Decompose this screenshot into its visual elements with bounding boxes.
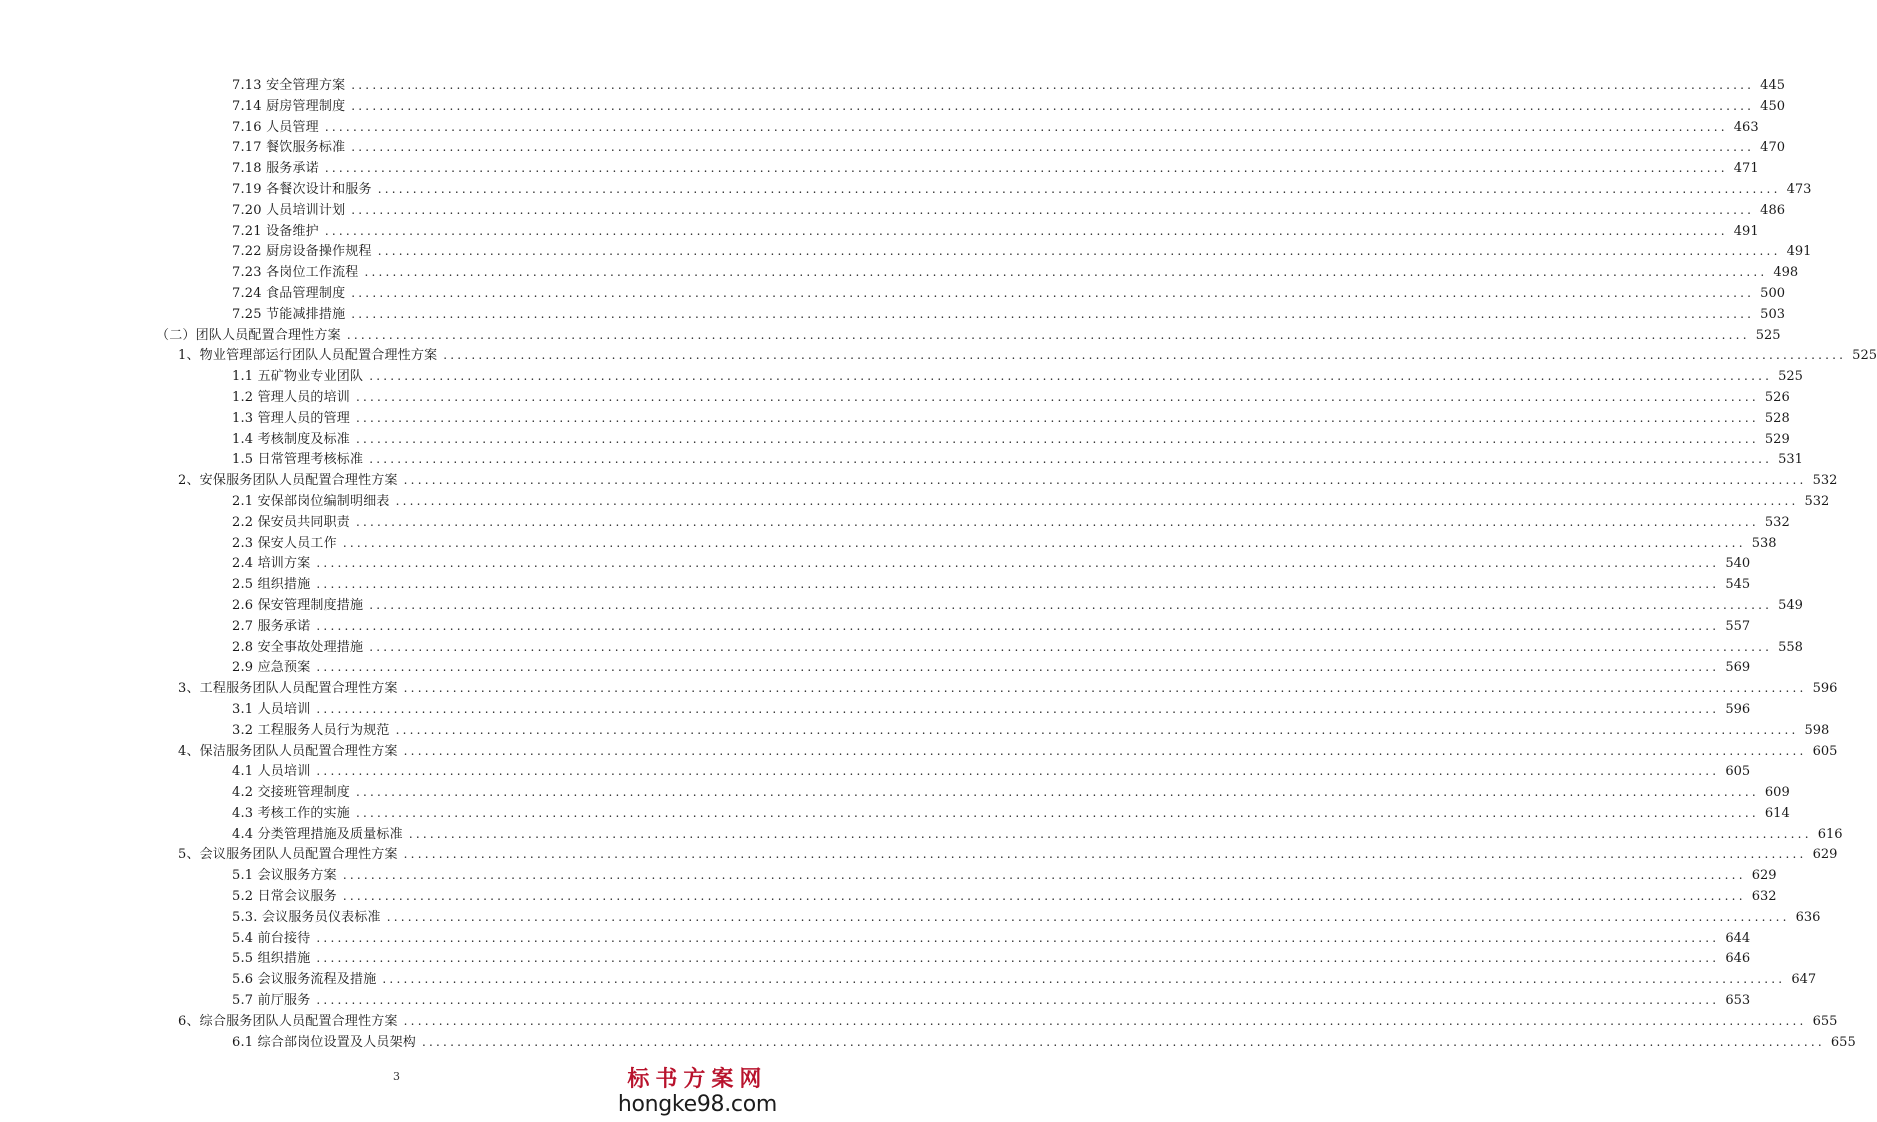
toc-entry-page: 549 [1778, 597, 1803, 613]
toc-entry-page: 609 [1764, 785, 1790, 801]
toc-entry-page: 557 [1725, 618, 1751, 634]
toc-entry-page: 525 [1852, 348, 1877, 364]
toc-dot-leader: ........................................................................................................................................................................................................ [316, 764, 1720, 779]
watermark-url: hongke98.com [617, 1092, 777, 1117]
toc-entry-title: 2.6 保安管理制度措施 [232, 597, 364, 613]
toc-entry-page: 528 [1764, 410, 1790, 426]
toc-entry[interactable] [0, 512, 1790, 533]
toc-entry-page: 471 [1733, 161, 1759, 177]
toc-dot-leader: ........................................................................................................................................................................................................ [316, 618, 1720, 633]
toc-entry[interactable] [0, 429, 1790, 450]
toc-dot-leader: ........................................................................................................................................................................................................ [342, 535, 1746, 550]
toc-entry[interactable] [0, 637, 1803, 658]
toc-entry[interactable] [0, 262, 1799, 283]
toc-entry-title: 7.19 各餐次设计和服务 [232, 181, 372, 197]
toc-entry-title: 2.2 保安员共同职责 [232, 514, 351, 530]
toc-entry-page: 632 [1751, 889, 1777, 905]
toc-entry[interactable] [0, 533, 1777, 554]
toc-dot-leader: ........................................................................................................................................................................................................ [386, 909, 1790, 924]
toc-dot-leader: ........................................................................................................................................................................................................ [324, 161, 1728, 176]
toc-entry-page: 655 [1830, 1034, 1856, 1050]
toc-entry-page: 629 [1751, 868, 1777, 884]
toc-entry[interactable] [0, 657, 1751, 678]
toc-dot-leader: ........................................................................................................................................................................................................ [377, 181, 1781, 196]
toc-entry-title: 2、安保服务团队人员配置合理性方案 [178, 473, 398, 489]
toc-dot-leader: ........................................................................................................................................................................................................ [364, 265, 1768, 280]
toc-entry-page: 644 [1725, 930, 1751, 946]
toc-entry-title: 2.5 组织措施 [232, 577, 311, 593]
toc-entry-page: 646 [1725, 951, 1751, 967]
toc-dot-leader: ........................................................................................................................................................................................................ [351, 140, 1755, 155]
toc-dot-leader: ........................................................................................................................................................................................................ [351, 98, 1755, 113]
toc-entry-title: 5.6 会议服务流程及措施 [232, 972, 377, 988]
toc-entry-page: 491 [1786, 244, 1812, 260]
toc-dot-leader: ........................................................................................................................................................................................................ [395, 493, 1799, 508]
toc-entry-page: 463 [1733, 119, 1759, 135]
toc-entry[interactable] [0, 283, 1785, 304]
toc-entry-page: 529 [1764, 431, 1790, 447]
toc-entry-page: 525 [1755, 327, 1781, 343]
toc-entry-title: 4.3 考核工作的实施 [232, 805, 351, 821]
toc-entry[interactable] [0, 325, 1781, 346]
watermark-title: 标书方案网 [627, 1066, 768, 1092]
toc-entry[interactable] [0, 366, 1803, 387]
toc-entry[interactable] [0, 761, 1751, 782]
toc-entry[interactable] [0, 720, 1830, 741]
toc-dot-leader: ........................................................................................................................................................................................................ [316, 660, 1720, 675]
toc-entry-page: 616 [1817, 826, 1843, 842]
toc-dot-leader: ........................................................................................................................................................................................................ [369, 597, 1773, 612]
toc-entry-page: 532 [1804, 493, 1830, 509]
toc-entry[interactable] [0, 96, 1785, 117]
toc-entry-title: 7.13 安全管理方案 [232, 78, 346, 93]
toc-dot-leader: ........................................................................................................................................................................................................ [351, 285, 1755, 300]
toc-entry[interactable] [0, 699, 1751, 720]
toc-entry[interactable] [0, 844, 1838, 865]
toc-entry-title: 3、工程服务团队人员配置合理性方案 [178, 681, 398, 697]
toc-entry-title: 3.1 人员培训 [232, 701, 311, 717]
toc-entry[interactable] [0, 200, 1785, 221]
toc-entry-page: 491 [1733, 223, 1759, 239]
toc-entry-title: 2.3 保安人员工作 [232, 535, 337, 551]
toc-dot-leader: ........................................................................................................................................................................................................ [316, 930, 1720, 945]
toc-entry[interactable] [0, 387, 1790, 408]
toc-entry-title: （二）团队人员配置合理性方案 [156, 327, 341, 343]
toc-entry[interactable] [0, 137, 1785, 158]
toc-dot-leader: ........................................................................................................................................................................................................ [403, 847, 1807, 862]
toc-entry-page: 500 [1760, 285, 1785, 301]
toc-entry[interactable] [0, 345, 1877, 366]
toc-entry-page: 532 [1764, 514, 1790, 530]
toc-entry[interactable] [0, 824, 1843, 845]
toc-entry[interactable] [0, 304, 1785, 325]
toc-dot-leader: ........................................................................................................................................................................................................ [356, 431, 1759, 446]
toc-dot-leader: ........................................................................................................................................................................................................ [408, 826, 1812, 841]
toc-dot-leader: ........................................................................................................................................................................................................ [369, 639, 1773, 654]
page-number: 3 [393, 1070, 400, 1083]
toc-entry-title: 4、保洁服务团队人员配置合理性方案 [178, 743, 398, 759]
toc-entry-title: 5.4 前台接待 [232, 930, 311, 946]
toc-dot-leader: ........................................................................................................................................................................................................ [403, 743, 1807, 758]
toc-entry[interactable] [0, 158, 1759, 179]
toc-entry-title: 7.23 各岗位工作流程 [232, 265, 359, 281]
toc-dot-leader: ........................................................................................................................................................................................................ [403, 1013, 1807, 1028]
toc-entry[interactable] [0, 969, 1817, 990]
toc-entry-title: 1.5 日常管理考核标准 [232, 452, 364, 468]
toc-dot-leader: ........................................................................................................................................................................................................ [356, 514, 1759, 529]
toc-entry[interactable] [0, 221, 1759, 242]
toc-entry-page: 596 [1812, 681, 1838, 697]
toc-entry-title: 5.1 会议服务方案 [232, 868, 337, 884]
toc-entry[interactable] [0, 907, 1821, 928]
toc-entry-page: 629 [1812, 847, 1838, 863]
toc-entry-title: 7.16 人员管理 [232, 119, 319, 135]
toc-entry-page: 655 [1812, 1013, 1838, 1029]
toc-entry-title: 7.25 节能减排措施 [232, 306, 346, 322]
toc-entry-title: 1、物业管理部运行团队人员配置合理性方案 [178, 348, 438, 364]
toc-dot-leader: ........................................................................................................................................................................................................ [356, 785, 1759, 800]
toc-entry[interactable] [0, 449, 1803, 470]
toc-entry[interactable] [0, 491, 1830, 512]
toc-entry-page: 525 [1778, 369, 1803, 385]
toc-entry-title: 7.22 厨房设备操作规程 [232, 244, 372, 260]
toc-entry-title: 2.4 培训方案 [232, 556, 311, 572]
toc-dot-leader: ........................................................................................................................................................................................................ [382, 972, 1786, 987]
toc-dot-leader: ........................................................................................................................................................................................................ [403, 681, 1807, 696]
toc-entry-title: 7.20 人员培训计划 [232, 202, 346, 218]
toc-dot-leader: ........................................................................................................................................................................................................ [356, 389, 1759, 404]
toc-entry-page: 636 [1795, 909, 1821, 925]
toc-entry-title: 4.4 分类管理措施及质量标准 [232, 826, 403, 842]
toc-dot-leader: ........................................................................................................................................................................................................ [351, 78, 1755, 92]
toc-entry[interactable] [0, 408, 1790, 429]
toc-entry[interactable] [0, 678, 1838, 699]
toc-entry-title: 2.9 应急预案 [232, 660, 311, 676]
toc-entry[interactable] [0, 616, 1751, 637]
toc-entry-title: 7.24 食品管理制度 [232, 285, 346, 301]
toc-entry-page: 647 [1791, 972, 1817, 988]
table-of-contents [0, 75, 1877, 1052]
toc-entry-page: 653 [1725, 993, 1751, 1009]
toc-entry[interactable] [0, 803, 1790, 824]
toc-entry-title: 1.3 管理人员的管理 [232, 410, 351, 426]
toc-entry-page: 558 [1778, 639, 1803, 655]
toc-entry-title: 1.4 考核制度及标准 [232, 431, 351, 447]
toc-entry-page: 473 [1786, 181, 1812, 197]
toc-entry[interactable] [0, 865, 1777, 886]
toc-dot-leader: ........................................................................................................................................................................................................ [324, 223, 1728, 238]
toc-entry[interactable] [0, 782, 1790, 803]
toc-dot-leader: ........................................................................................................................................................................................................ [351, 306, 1755, 321]
toc-entry-page: 569 [1725, 660, 1751, 676]
watermark-logo [618, 1066, 777, 1118]
toc-entry-title: 6、综合服务团队人员配置合理性方案 [178, 1013, 398, 1029]
toc-dot-leader: ........................................................................................................................................................................................................ [377, 244, 1781, 259]
toc-entry-title: 1.2 管理人员的培训 [232, 389, 351, 405]
toc-entry[interactable] [0, 741, 1838, 762]
toc-entry-title: 5.5 组织措施 [232, 951, 311, 967]
toc-dot-leader: ........................................................................................................................................................................................................ [369, 452, 1773, 467]
toc-dot-leader: ........................................................................................................................................................................................................ [346, 327, 1750, 342]
toc-entry-page: 526 [1764, 389, 1790, 405]
toc-entry[interactable] [0, 990, 1751, 1011]
toc-entry-page: 532 [1812, 473, 1838, 489]
toc-entry[interactable] [0, 553, 1751, 574]
toc-entry-page: 445 [1760, 78, 1785, 93]
toc-dot-leader: ........................................................................................................................................................................................................ [403, 473, 1807, 488]
toc-entry[interactable] [0, 595, 1803, 616]
toc-entry-page: 503 [1760, 306, 1785, 322]
toc-entry-title: 5、会议服务团队人员配置合理性方案 [178, 847, 398, 863]
toc-dot-leader: ........................................................................................................................................................................................................ [443, 348, 1847, 363]
toc-entry-page: 598 [1804, 722, 1830, 738]
toc-entry-title: 7.18 服务承诺 [232, 161, 319, 177]
toc-dot-leader: ........................................................................................................................................................................................................ [422, 1034, 1825, 1049]
toc-entry-page: 540 [1725, 556, 1751, 572]
toc-dot-leader: ........................................................................................................................................................................................................ [316, 577, 1720, 592]
toc-dot-leader: ........................................................................................................................................................................................................ [342, 889, 1746, 904]
toc-dot-leader: ........................................................................................................................................................................................................ [356, 805, 1759, 820]
toc-entry-page: 498 [1773, 265, 1799, 281]
toc-entry[interactable] [0, 1011, 1838, 1032]
toc-entry-title: 7.14 厨房管理制度 [232, 98, 346, 114]
toc-entry-page: 605 [1725, 764, 1751, 780]
toc-dot-leader: ........................................................................................................................................................................................................ [316, 556, 1720, 571]
toc-dot-leader: ........................................................................................................................................................................................................ [351, 202, 1755, 217]
toc-dot-leader: ........................................................................................................................................................................................................ [316, 993, 1720, 1008]
toc-entry-title: 7.21 设备维护 [232, 223, 319, 239]
toc-entry[interactable] [0, 574, 1751, 595]
toc-entry-page: 450 [1760, 98, 1785, 114]
toc-entry-title: 5.3. 会议服务员仪表标准 [232, 909, 381, 925]
toc-entry-title: 1.1 五矿物业专业团队 [232, 369, 364, 385]
toc-entry-title: 3.2 工程服务人员行为规范 [232, 722, 390, 738]
toc-entry[interactable] [0, 470, 1838, 491]
toc-entry-page: 538 [1751, 535, 1777, 551]
toc-entry-title: 7.17 餐饮服务标准 [232, 140, 346, 156]
toc-entry-title: 2.7 服务承诺 [232, 618, 311, 634]
toc-entry-page: 605 [1812, 743, 1838, 759]
toc-entry-page: 596 [1725, 701, 1751, 717]
toc-entry[interactable] [0, 1032, 1856, 1053]
toc-entry-page: 545 [1725, 577, 1751, 593]
toc-dot-leader: ........................................................................................................................................................................................................ [324, 119, 1728, 134]
toc-entry[interactable] [0, 928, 1751, 949]
toc-dot-leader: ........................................................................................................................................................................................................ [342, 868, 1746, 883]
toc-entry-page: 531 [1778, 452, 1803, 468]
toc-dot-leader: ........................................................................................................................................................................................................ [316, 701, 1720, 716]
toc-entry-title: 5.7 前厅服务 [232, 993, 311, 1009]
toc-entry[interactable] [0, 241, 1812, 262]
toc-entry-page: 614 [1764, 805, 1790, 821]
toc-entry-title: 4.2 交接班管理制度 [232, 785, 351, 801]
toc-entry[interactable] [0, 75, 1785, 96]
toc-entry-title: 5.2 日常会议服务 [232, 889, 337, 905]
toc-dot-leader: ........................................................................................................................................................................................................ [369, 369, 1773, 384]
toc-entry-title: 2.1 安保部岗位编制明细表 [232, 493, 390, 509]
toc-dot-leader: ........................................................................................................................................................................................................ [356, 410, 1759, 425]
toc-entry-title: 4.1 人员培训 [232, 764, 311, 780]
toc-entry-title: 6.1 综合部岗位设置及人员架构 [232, 1034, 417, 1050]
toc-entry-page: 486 [1760, 202, 1785, 218]
toc-entry[interactable] [0, 117, 1759, 138]
toc-entry[interactable] [0, 179, 1812, 200]
toc-entry[interactable] [0, 886, 1777, 907]
toc-dot-leader: ........................................................................................................................................................................................................ [395, 722, 1799, 737]
toc-entry-page: 470 [1760, 140, 1785, 156]
toc-entry[interactable] [0, 948, 1751, 969]
toc-dot-leader: ........................................................................................................................................................................................................ [316, 951, 1720, 966]
toc-entry-title: 2.8 安全事故处理措施 [232, 639, 364, 655]
